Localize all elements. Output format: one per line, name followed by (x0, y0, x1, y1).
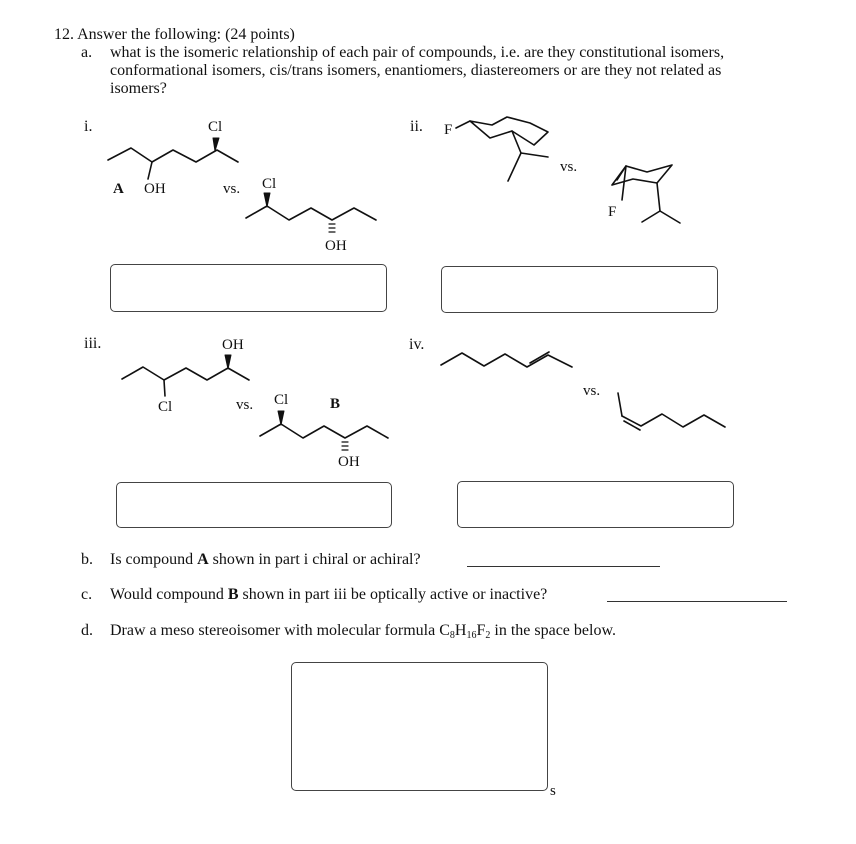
roman-ii: ii. (410, 118, 423, 135)
part-d-marker: d. (81, 622, 93, 639)
vs-ii: vs. (560, 159, 578, 175)
part-b-marker: b. (81, 551, 93, 568)
part-a-line-2: conformational isomers, cis/trans isomers, enantiomers, diastereomers or are they not related as (110, 62, 722, 79)
part-c-marker: c. (81, 586, 93, 603)
vs-i: vs. (223, 181, 241, 197)
compound-b-letter: B (330, 396, 341, 412)
f-label-ii-2: F (608, 204, 617, 220)
oh-label-iii-1: OH (222, 337, 244, 353)
cl-label-iii-2: Cl (274, 392, 289, 408)
roman-iv: iv. (409, 336, 425, 353)
oh-label-iii-2: OH (338, 454, 360, 470)
question-heading: 12. Answer the following: (24 points) (54, 26, 295, 43)
roman-iii: iii. (84, 335, 102, 352)
roman-i: i. (84, 118, 93, 135)
answer-line-c[interactable] (607, 601, 787, 602)
vs-iii: vs. (236, 397, 254, 413)
part-a-marker: a. (81, 44, 93, 61)
cl-label-iii-1: Cl (158, 399, 173, 415)
oh-label-i-1: OH (144, 181, 166, 197)
part-a-line-1: what is the isomeric relationship of each pair of compounds, i.e. are they constitutional isomers, (110, 44, 725, 61)
answer-line-b[interactable] (467, 566, 660, 567)
part-c-question: Would compound B shown in part iii be optically active or inactive? (110, 586, 548, 603)
part-a-line-3: isomers? (110, 80, 167, 97)
cl-label-i-1: Cl (208, 119, 223, 135)
part-d-question: Draw a meso stereoisomer with molecular formula $C_8H_{16}F_2$ in the space below. (110, 622, 616, 641)
cl-label-i-2: Cl (262, 176, 277, 192)
vs-iv: vs. (583, 383, 601, 399)
answer-box-d[interactable] (291, 662, 548, 791)
oh-label-i-2: OH (325, 238, 347, 254)
answer-box-iv[interactable] (457, 481, 734, 528)
f-label-ii-1: F (444, 122, 453, 138)
stray-mark: s (550, 783, 556, 799)
part-b-question: Is compound A shown in part i chiral or achiral? (110, 551, 421, 568)
compound-a-letter: A (113, 181, 124, 197)
